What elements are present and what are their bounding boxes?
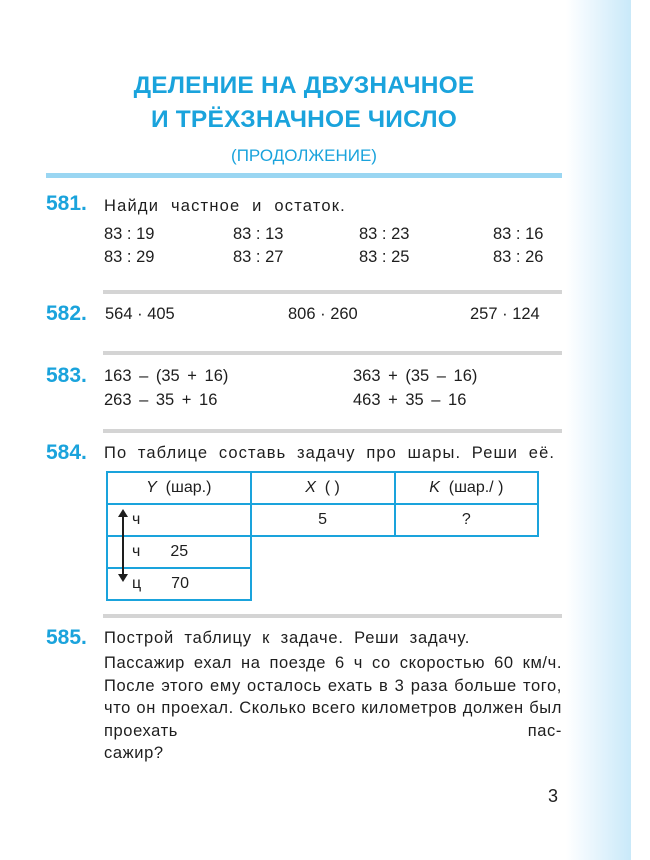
expr-581-r2c1: 83 : 29: [104, 248, 155, 266]
page-title-line2: И ТРЁХЗНАЧНОЕ ЧИСЛО: [150, 106, 458, 133]
expr-582-1: 564 · 405: [105, 305, 175, 323]
arrow-up-icon: [118, 509, 128, 517]
row1-y-cell: ч: [107, 504, 251, 536]
row2-y-cell: ч 25: [107, 536, 251, 568]
expr-581-r2c4: 83 : 26: [493, 248, 544, 266]
table-row: [107, 504, 538, 536]
table-row: [107, 536, 538, 568]
expr-581-r1c4: 83 : 16: [493, 225, 544, 243]
exercise-581-prompt: Найди частное и остаток.: [104, 197, 346, 215]
expr-583-r1c2: 363 + (35 – 16): [353, 367, 478, 385]
expr-582-2: 806 · 260: [288, 305, 358, 323]
expr-581-r2c2: 83 : 27: [233, 248, 284, 266]
section-divider: [103, 429, 562, 433]
expr-581-r1c2: 83 : 13: [233, 225, 284, 243]
section-divider: [103, 351, 562, 355]
section-divider: [103, 290, 562, 294]
exercise-number-582: 582.: [46, 302, 87, 325]
table-header-row: [107, 472, 538, 504]
row1-x-cell: 5: [251, 504, 395, 536]
header-divider-bar: [46, 173, 562, 178]
exercise-number-584: 584.: [46, 441, 87, 464]
row3-y-cell: ц 70: [107, 568, 251, 600]
row1-k-cell: ?: [395, 504, 538, 536]
balls-table: [106, 471, 539, 601]
exercise-number-585: 585.: [46, 626, 87, 649]
expr-581-r2c3: 83 : 25: [359, 248, 410, 266]
page-subtitle: (ПРОДОЛЖЕНИЕ): [231, 146, 377, 165]
expr-581-r1c1: 83 : 19: [104, 225, 155, 243]
table-row: [107, 568, 538, 600]
arrow-down-icon: [118, 574, 128, 582]
expr-582-3: 257 · 124: [470, 305, 540, 323]
expr-583-r2c1: 263 – 35 + 16: [104, 391, 218, 409]
header-x: X ( ): [251, 472, 395, 504]
header-y: Y (шар.): [107, 472, 251, 504]
section-divider: [103, 614, 562, 618]
header-k: K (шар./ ): [395, 472, 538, 504]
exercise-585-prompt: Построй таблицу к задаче. Реши задачу.: [104, 629, 471, 647]
expr-581-r1c3: 83 : 23: [359, 225, 410, 243]
expr-583-r2c2: 463 + 35 – 16: [353, 391, 467, 409]
exercise-number-583: 583.: [46, 364, 87, 387]
expr-583-r1c1: 163 – (35 + 16): [104, 367, 229, 385]
page-title-line1: ДЕЛЕНИЕ НА ДВУЗНАЧНОЕ: [133, 72, 475, 99]
exercise-585-text: Пассажир ехал на поезде 6 ч со скоростью 60 км/ч. После этого ему осталось ехать в 3 раза больше того, что он проехал. Сколько всего километров должен был проехать пас- сажир?: [104, 654, 562, 762]
double-arrow-icon: [122, 513, 124, 579]
exercise-number-581: 581.: [46, 192, 87, 215]
page-number: 3: [548, 786, 559, 806]
exercise-584-prompt: По таблице составь задачу про шары. Реши её.: [104, 444, 556, 462]
